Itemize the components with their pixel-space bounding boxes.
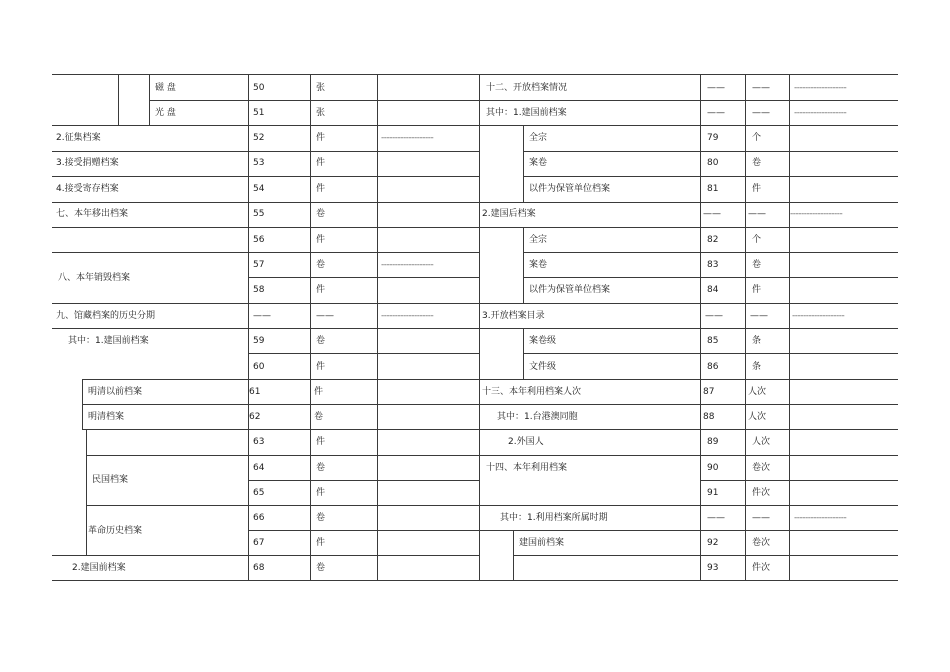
grid-line xyxy=(479,505,898,506)
row-label: 明清档案 xyxy=(88,412,125,422)
grid-line xyxy=(86,455,479,456)
row-code: 50 xyxy=(253,83,265,93)
grid-line xyxy=(118,74,119,125)
row-unit: 件 xyxy=(316,488,326,498)
grid-line xyxy=(52,303,479,304)
row-code: 51 xyxy=(253,108,265,118)
grid-line xyxy=(52,555,479,556)
row-label: 全宗 xyxy=(529,133,548,143)
grid-line xyxy=(52,74,898,75)
row-unit: 卷次 xyxy=(752,463,771,473)
grid-line xyxy=(52,202,479,203)
row-label: 其中：1.建国前档案 xyxy=(486,108,567,118)
row-label: 3.开放档案目录 xyxy=(482,311,545,321)
row-code: 67 xyxy=(253,538,265,548)
row-unit: 卷 xyxy=(752,260,762,270)
row-code: 87 xyxy=(703,387,715,397)
grid-line xyxy=(479,379,898,380)
row-unit: 件 xyxy=(314,387,324,397)
group-label: 八、本年销毁档案 xyxy=(58,273,131,283)
row-dash-fill: ------------------- xyxy=(792,311,845,321)
row-unit: 卷 xyxy=(314,412,324,422)
row-unit: 件 xyxy=(316,362,326,372)
grid-line xyxy=(479,429,898,430)
row-label: 2.征集档案 xyxy=(56,133,101,143)
grid-line xyxy=(52,252,479,253)
row-label: 十三、本年利用档案人次 xyxy=(482,387,582,397)
row-unit: —— xyxy=(752,513,770,523)
row-label: 光 盘 xyxy=(155,108,176,118)
grid-line xyxy=(52,328,479,329)
row-label: 十二、开放档案情况 xyxy=(486,83,568,93)
row-code: —— xyxy=(707,108,725,118)
row-code: 93 xyxy=(707,563,719,573)
grid-line xyxy=(86,429,87,555)
row-unit: 卷 xyxy=(316,336,326,346)
row-code: 60 xyxy=(253,362,265,372)
row-unit: —— xyxy=(748,209,766,219)
grid-line xyxy=(700,480,898,481)
row-unit: 件 xyxy=(316,158,326,168)
row-unit: 条 xyxy=(752,362,762,372)
group-label: 民国档案 xyxy=(92,475,129,485)
grid-line xyxy=(479,202,898,203)
row-code: 56 xyxy=(253,235,265,245)
grid-line xyxy=(52,151,479,152)
row-code: 62 xyxy=(249,412,261,422)
grid-line xyxy=(789,74,790,580)
row-code: 84 xyxy=(707,285,719,295)
row-code: 54 xyxy=(253,184,265,194)
row-code: 61 xyxy=(249,387,261,397)
row-unit: 人次 xyxy=(752,437,771,447)
row-label: 磁 盘 xyxy=(155,83,176,93)
row-code: 63 xyxy=(253,437,265,447)
row-code: 58 xyxy=(253,285,265,295)
grid-line xyxy=(479,328,898,329)
grid-line xyxy=(479,530,898,531)
grid-line xyxy=(523,151,898,152)
grid-line xyxy=(82,379,479,380)
row-label: 明清以前档案 xyxy=(88,387,143,397)
row-unit: 张 xyxy=(316,83,326,93)
grid-line xyxy=(479,74,480,580)
row-code: 66 xyxy=(253,513,265,523)
row-label: 文件级 xyxy=(529,362,557,372)
grid-line xyxy=(149,74,150,125)
grid-line xyxy=(513,555,898,556)
row-code: 57 xyxy=(253,260,265,270)
row-code: 80 xyxy=(707,158,719,168)
grid-line xyxy=(248,480,479,481)
group-label: 十四、本年利用档案 xyxy=(486,463,568,473)
grid-line xyxy=(149,100,479,101)
row-unit: 卷 xyxy=(316,260,326,270)
row-code: 91 xyxy=(707,488,719,498)
row-unit: 件 xyxy=(316,133,326,143)
row-unit: 件 xyxy=(316,285,326,295)
row-unit: 件 xyxy=(316,538,326,548)
row-dash-fill: ------------------- xyxy=(794,513,847,523)
row-label: 4.接受寄存档案 xyxy=(56,184,119,194)
row-unit: 个 xyxy=(752,235,762,245)
row-unit: 卷 xyxy=(316,209,326,219)
row-unit: 件 xyxy=(316,235,326,245)
row-label: 3.接受捐赠档案 xyxy=(56,158,119,168)
grid-line xyxy=(523,176,898,177)
row-code: —— xyxy=(705,311,723,321)
row-unit: —— xyxy=(752,108,770,118)
grid-line xyxy=(52,580,479,581)
grid-line xyxy=(248,277,479,278)
grid-line xyxy=(82,379,83,430)
row-code: —— xyxy=(703,209,721,219)
row-label: 2.建国前档案 xyxy=(72,563,126,573)
row-code: 83 xyxy=(707,260,719,270)
grid-line xyxy=(523,125,524,202)
row-unit: 卷 xyxy=(752,158,762,168)
row-code: —— xyxy=(707,83,725,93)
row-unit: 件次 xyxy=(752,488,771,498)
grid-line xyxy=(82,404,479,405)
row-unit: 张 xyxy=(316,108,326,118)
row-code: 92 xyxy=(707,538,719,548)
grid-line xyxy=(513,530,514,580)
row-code: —— xyxy=(253,311,271,321)
row-unit: —— xyxy=(316,311,334,321)
grid-line xyxy=(52,227,479,228)
row-unit: 卷次 xyxy=(752,538,771,548)
grid-line xyxy=(479,100,898,101)
row-label: 九、馆藏档案的历史分期 xyxy=(56,311,156,321)
grid-line xyxy=(479,303,898,304)
grid-line xyxy=(86,505,479,506)
row-dash-fill: ------------------- xyxy=(794,83,847,93)
row-code: 55 xyxy=(253,209,265,219)
grid-line xyxy=(479,227,898,228)
row-code: 86 xyxy=(707,362,719,372)
grid-line xyxy=(248,530,479,531)
row-dash-fill: ------------------- xyxy=(381,311,434,321)
row-dash-fill: ------------------- xyxy=(790,209,843,219)
row-unit: 个 xyxy=(752,133,762,143)
row-unit: 件 xyxy=(752,184,762,194)
row-unit: 条 xyxy=(752,336,762,346)
row-label: 七、本年移出档案 xyxy=(56,209,129,219)
grid-line xyxy=(523,353,898,354)
row-label: 其中：1.建国前档案 xyxy=(68,336,149,346)
row-dash-fill: ------------------- xyxy=(381,133,434,143)
grid-line xyxy=(745,74,746,580)
row-code: 85 xyxy=(707,336,719,346)
grid-line xyxy=(700,74,701,580)
grid-line xyxy=(523,277,898,278)
grid-line xyxy=(479,580,898,581)
row-label: 以件为保管单位档案 xyxy=(529,285,611,295)
grid-line xyxy=(479,455,898,456)
row-code: 53 xyxy=(253,158,265,168)
grid-line xyxy=(52,176,479,177)
row-label: 以件为保管单位档案 xyxy=(529,184,611,194)
row-unit: 件 xyxy=(316,437,326,447)
row-dash-fill: ------------------- xyxy=(794,108,847,118)
grid-line xyxy=(52,125,479,126)
row-code: 90 xyxy=(707,463,719,473)
row-code: 88 xyxy=(703,412,715,422)
row-label: 案卷级 xyxy=(529,336,557,346)
group-label: 建国前档案 xyxy=(519,538,565,548)
grid-line xyxy=(523,328,524,379)
grid-line xyxy=(377,74,378,580)
row-unit: 人次 xyxy=(748,412,767,422)
row-unit: 卷 xyxy=(316,563,326,573)
row-code: 81 xyxy=(707,184,719,194)
row-unit: 人次 xyxy=(748,387,767,397)
row-label: 案卷 xyxy=(529,158,548,168)
row-code: 65 xyxy=(253,488,265,498)
row-unit: 件次 xyxy=(752,563,771,573)
row-label: 2.外国人 xyxy=(508,437,544,447)
grid-line xyxy=(248,353,479,354)
row-code: 64 xyxy=(253,463,265,473)
grid-line xyxy=(310,74,311,580)
row-label: 其中：1.台港澳同胞 xyxy=(497,412,578,422)
grid-line xyxy=(82,429,479,430)
row-code: 82 xyxy=(707,235,719,245)
row-unit: 件 xyxy=(752,285,762,295)
row-label: 2.建国后档案 xyxy=(482,209,536,219)
row-unit: —— xyxy=(752,83,770,93)
row-code: 68 xyxy=(253,563,265,573)
grid-line xyxy=(523,227,524,303)
row-label: 案卷 xyxy=(529,260,548,270)
row-dash-fill: ------------------- xyxy=(381,260,434,270)
row-code: 89 xyxy=(707,437,719,447)
group-label: 革命历史档案 xyxy=(88,526,143,536)
row-unit: 卷 xyxy=(316,463,326,473)
grid-line xyxy=(479,404,898,405)
row-code: 79 xyxy=(707,133,719,143)
row-unit: 件 xyxy=(316,184,326,194)
row-label: 其中：1.利用档案所属时期 xyxy=(500,513,608,523)
row-code: —— xyxy=(707,513,725,523)
row-code: 59 xyxy=(253,336,265,346)
row-code: 52 xyxy=(253,133,265,143)
grid-line xyxy=(248,74,249,580)
grid-line xyxy=(479,125,898,126)
row-label: 全宗 xyxy=(529,235,548,245)
grid-line xyxy=(523,252,898,253)
row-unit: 卷 xyxy=(316,513,326,523)
row-unit: —— xyxy=(750,311,768,321)
